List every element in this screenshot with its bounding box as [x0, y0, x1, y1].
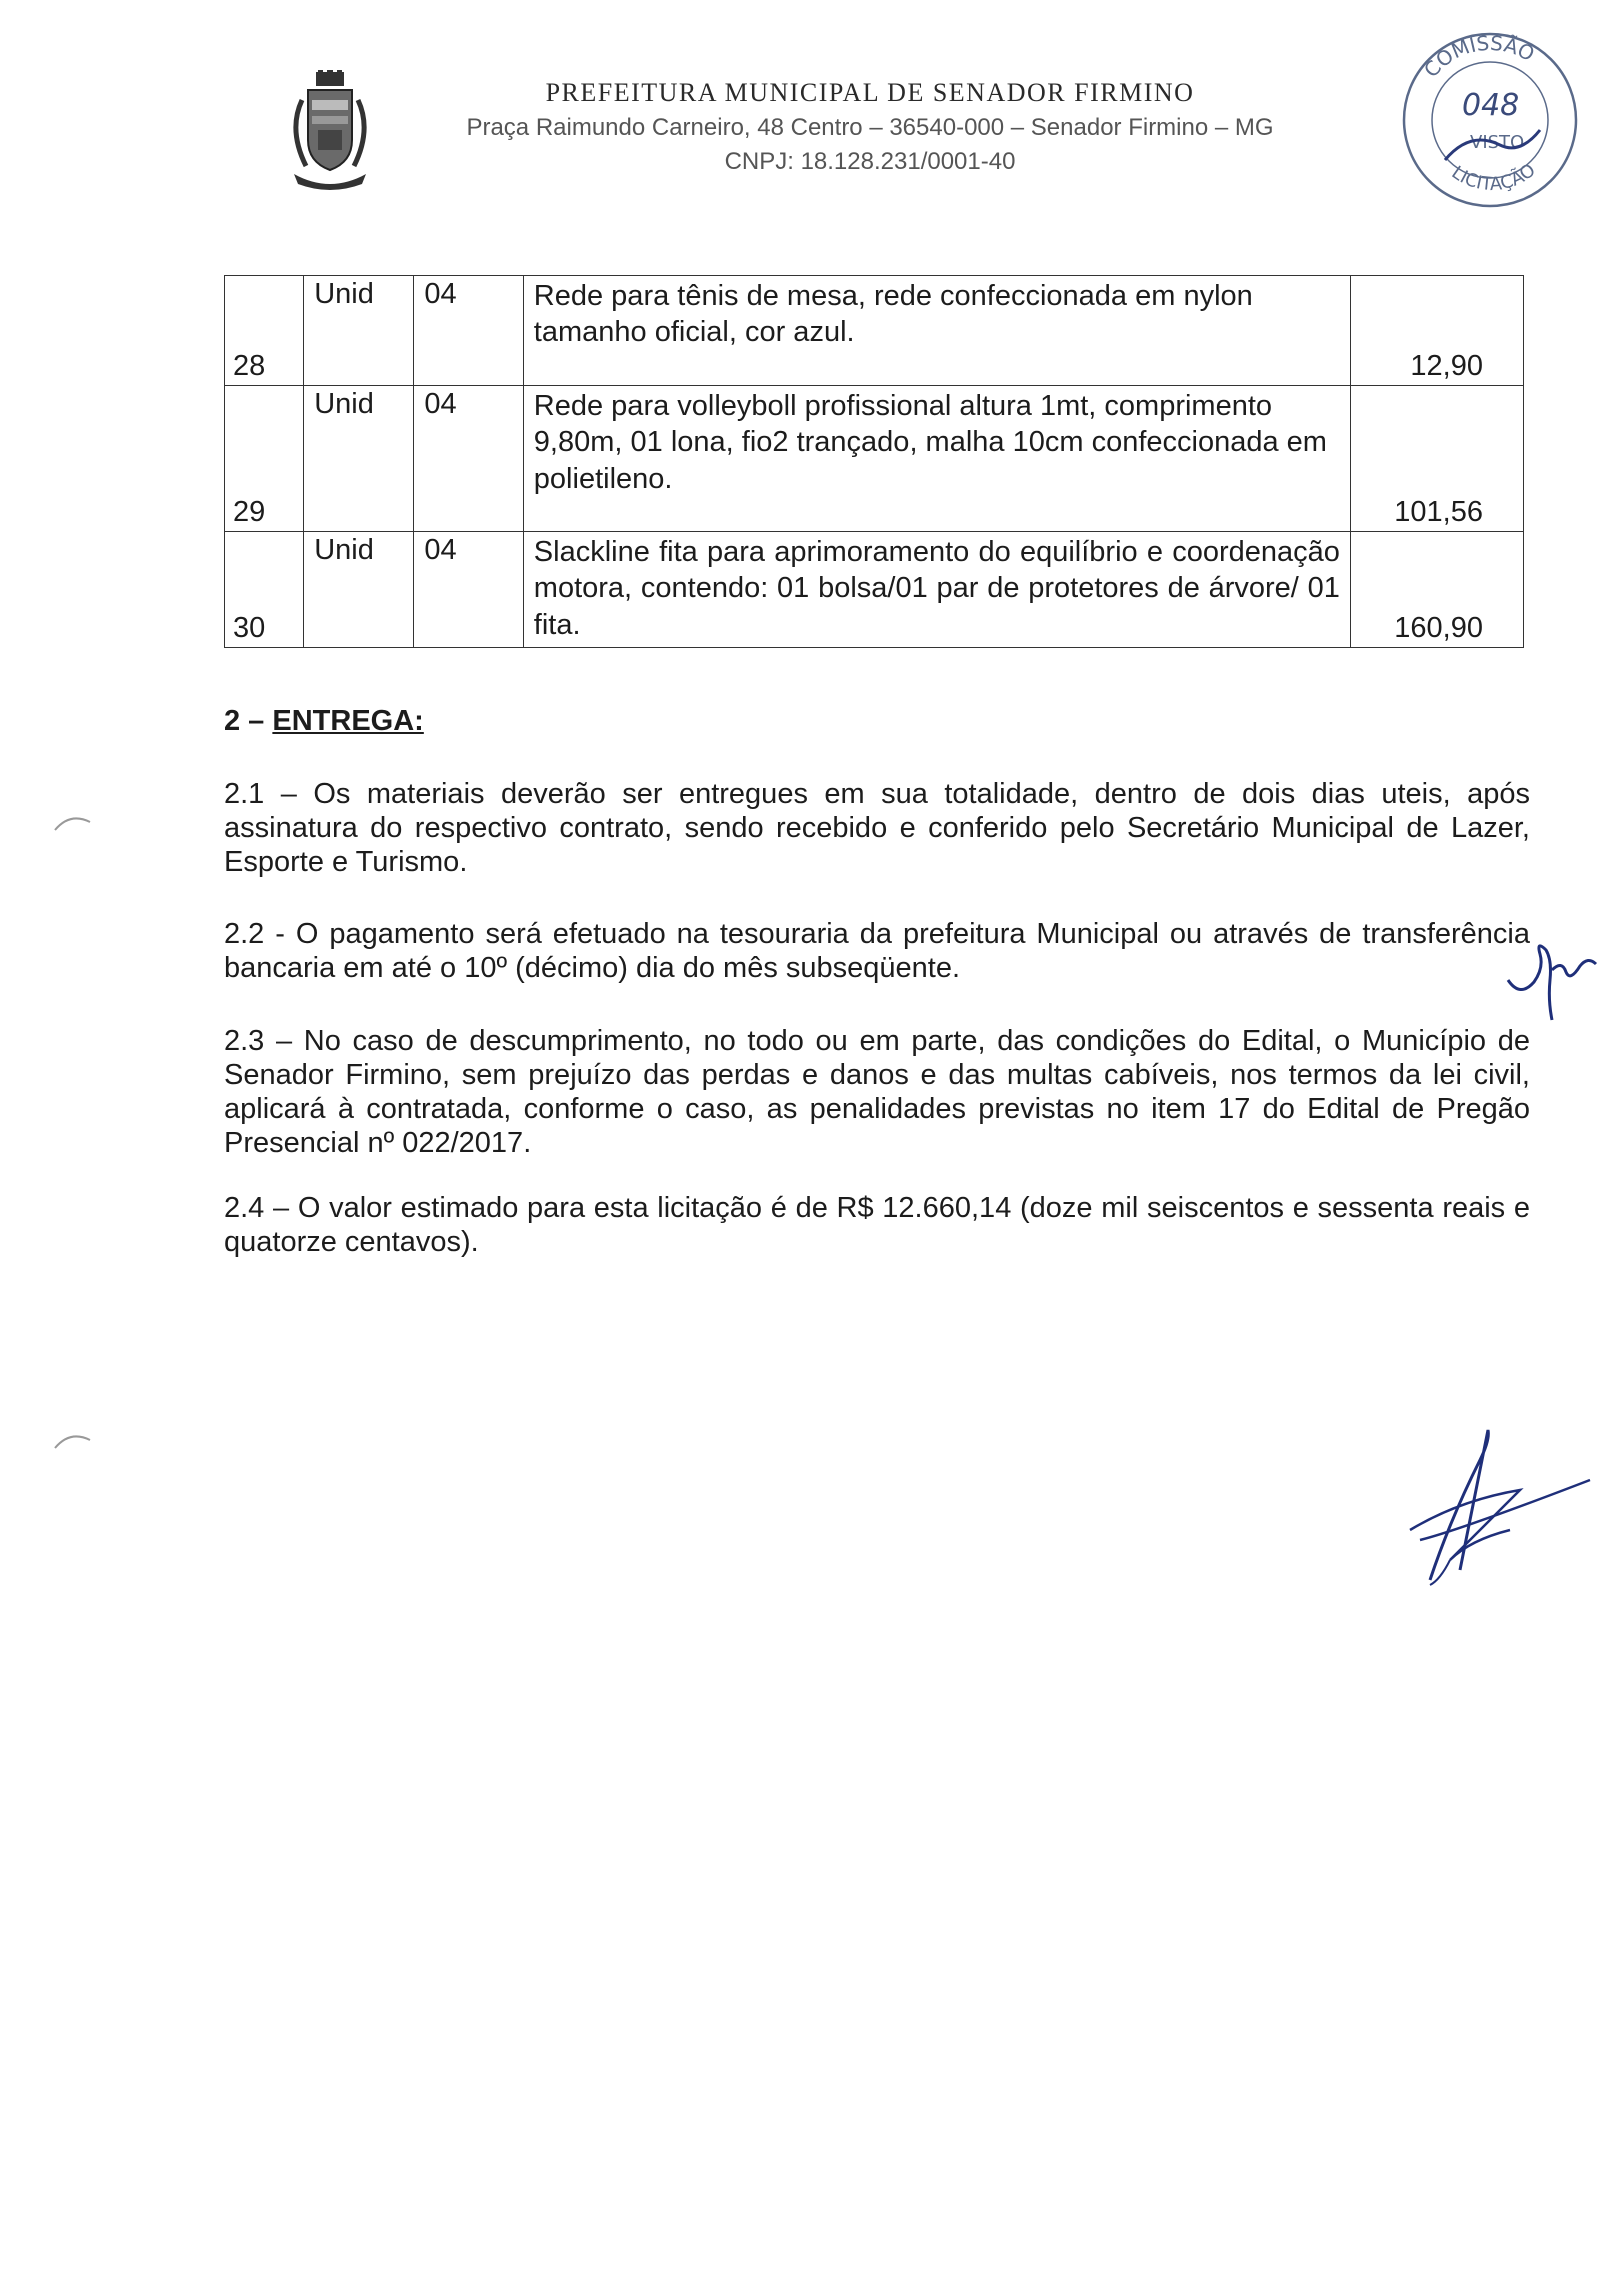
header-title: PREFEITURA MUNICIPAL DE SENADOR FIRMINO [545, 78, 1195, 107]
stamp-bottom-text: LICITAÇÃO [1447, 159, 1540, 196]
paragraph-2-1: 2.1 – Os materiais deverão ser entregues em sua totalidade, dentro de dois dias uteis, após assinatura do respectivo contrato, sendo recebido e conferido pelo Secretário Municipal de Lazer, Esporte e Turismo. [224, 778, 1530, 878]
paragraph-2-3: 2.3 – No caso de descumprimento, no todo ou em parte, das condições do Edital, o Município de Senador Firmino, sem prejuízo das perdas e danos e das multas cabíveis, nos termos da lei civil, aplicará à contratada, conforme o caso, as penalidades previstas no item 17 do Edital de Pregão Presencial nº 022/2017. [224, 1025, 1530, 1159]
section-prefix: 2 – [224, 705, 273, 737]
document-header [0, 0, 1600, 210]
stamp-number: 048 [1462, 88, 1520, 123]
item-price: 12,90 [1410, 350, 1483, 382]
table-row [225, 276, 1524, 386]
section-heading [224, 705, 424, 738]
section-title: ENTREGA: [272, 705, 424, 737]
hole-punch-mark-icon [50, 810, 95, 835]
commission-stamp-icon [1390, 20, 1590, 210]
hole-punch-mark-icon [50, 1428, 95, 1453]
table-row [225, 532, 1524, 648]
municipal-coat-of-arms-icon [280, 70, 380, 195]
svg-text:LICITAÇÃO [1448, 160, 1540, 196]
rubric-signature-icon [1390, 1420, 1600, 1600]
item-number: 30 [233, 611, 266, 644]
item-price: 160,90 [1394, 611, 1483, 644]
item-quantity: 04 [414, 532, 523, 648]
item-description: Rede para tênis de mesa, rede confeccionada em nylon tamanho oficial, cor azul. [523, 276, 1350, 386]
item-quantity: 04 [414, 276, 523, 386]
item-unit: Unid [304, 532, 414, 648]
item-number: 28 [233, 350, 266, 382]
header-address: Praça Raimundo Carneiro, 48 Centro – 36540-000 – Senador Firmino – MG [466, 114, 1274, 141]
items-table [224, 275, 1524, 648]
item-quantity: 04 [414, 386, 523, 532]
paragraph-2-4: 2.4 – O valor estimado para esta licitação é de R$ 12.660,14 (doze mil seiscentos e sessenta reais e quatorze centavos). [224, 1192, 1530, 1258]
item-price: 101,56 [1394, 496, 1483, 528]
item-description: Rede para volleyboll profissional altura 1mt, comprimento 9,80m, 01 lona, fio2 trançado, malha 10cm confeccionada em polietileno. [523, 386, 1350, 532]
header-cnpj: CNPJ: 18.128.231/0001-40 [724, 148, 1016, 175]
stamp-top-text: COMISSÃO [1418, 30, 1539, 82]
table-row [225, 386, 1524, 532]
margin-initials-signature-icon [1500, 920, 1600, 1030]
item-number: 29 [233, 496, 266, 528]
stamp-middle-text: VISTO [1470, 132, 1525, 153]
item-unit: Unid [304, 276, 414, 386]
item-description: Slackline fita para aprimoramento do equilíbrio e coordenação motora, contendo: 01 bolsa/01 par de protetores de árvore/ 01 fita. [523, 532, 1350, 648]
paragraph-2-2: 2.2 - O pagamento será efetuado na tesouraria da prefeitura Municipal ou através de transferência bancaria em até o 10º (décimo) dia do mês subseqüente. [224, 918, 1530, 984]
item-unit: Unid [304, 386, 414, 532]
